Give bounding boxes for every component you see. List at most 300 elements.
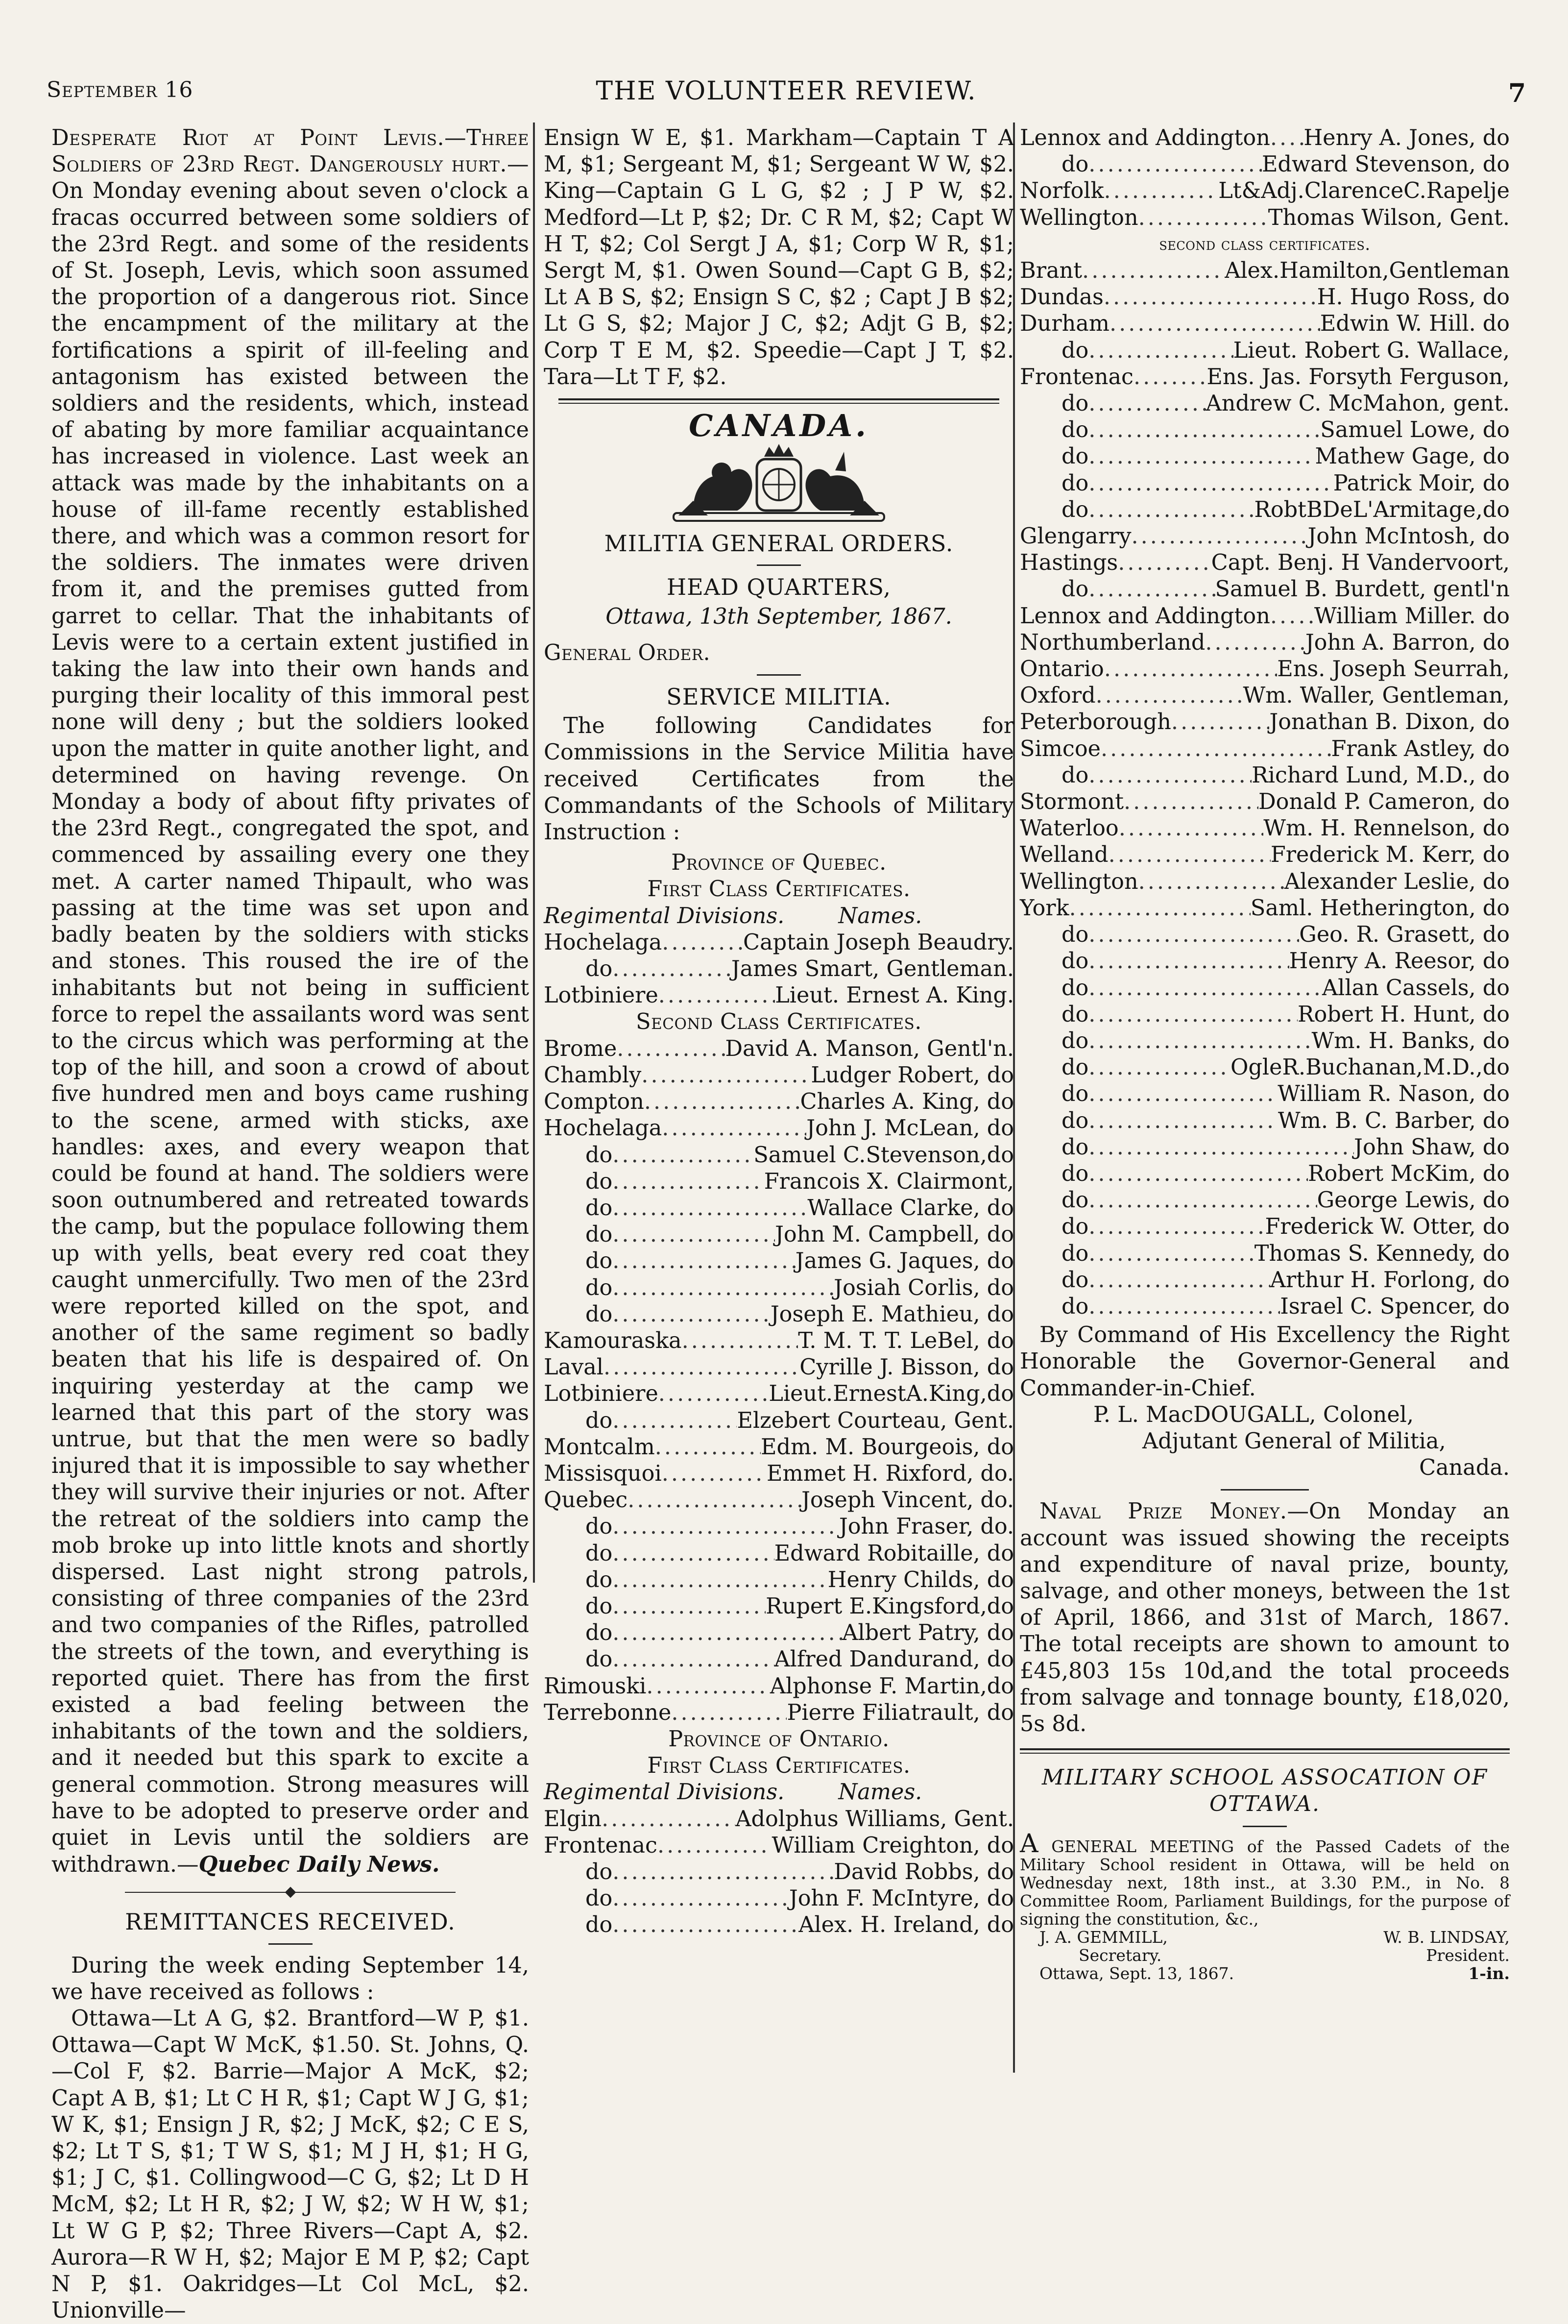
certificate-row — [1020, 1187, 1510, 1214]
division-name: Compton — [544, 1089, 644, 1115]
rank-suffix: do — [1482, 736, 1510, 761]
division-name: do — [1061, 1188, 1089, 1213]
dot-leader — [1088, 948, 1289, 975]
rank-suffix: do — [1482, 709, 1510, 735]
certificate-row — [1020, 630, 1510, 656]
candidate-name: Edwin W. Hill. — [1320, 311, 1476, 337]
quebec-first-list — [544, 930, 1014, 1009]
issue-date: September 16 — [47, 77, 193, 102]
certificate-row — [1020, 1161, 1510, 1187]
candidate-name: William Creighton, — [772, 1833, 980, 1858]
service-militia-title: SERVICE MILITIA. — [666, 684, 892, 710]
rank-suffix: do — [987, 1833, 1014, 1858]
dot-leader — [1101, 736, 1331, 762]
division-name: Glengarry — [1020, 524, 1132, 549]
rank-suffix: do — [1482, 417, 1510, 443]
secretary-name: J. A. GEMMILL, — [1039, 1927, 1168, 1947]
by-command: By Command of His Excellency the Right Honorable the Governor-General and Commander-in-Chief. — [1020, 1322, 1510, 1401]
candidate-name: John J. McLean, — [806, 1116, 980, 1141]
rank-suffix: do — [1482, 1267, 1510, 1293]
division-name: Missisquoi — [544, 1461, 662, 1486]
dot-leader — [1270, 125, 1303, 151]
dot-leader — [612, 1859, 834, 1885]
certificate-row — [1020, 1028, 1510, 1054]
dot-leader — [1088, 151, 1262, 178]
division-name: do — [585, 1647, 613, 1672]
certificate-row — [544, 1593, 1014, 1620]
rank-suffix: do — [987, 1116, 1014, 1141]
rank-suffix: do — [987, 1355, 1014, 1380]
riot-body: On Monday evening about seven o'clock a fracas occurred between some soldiers of the 23rd Regt. and some of the residents of St. Joseph, Levis, which soon assumed the proportion of a dangerous riot. Since the encampment of the military at the fortifications a spirit of ill-feeling and antagonism has existed between the soldiers and the residents, which, instead of abating by more familiar acquaintance has increased in violence. Last week an attack was made by the inhabitants on a house of ill-fame recently established there, and which was a common resort for the soldiers. The inmates were driven from it, and the premises gutted from garret to cellar. That the inhabitants of Levis were to a certain extent justified in taking the law into their own hands and purging their locality of this immoral pest none will deny ; but the soldiers looked upon the matter in quite another light, and determined on having revenge. On Monday a body of about fifty privates of the 23rd Regt., congregated the spot, and commenced by assailing every one they met. A carter named Thipault, who was passing at the time was set upon and badly beaten by the soldiers with sticks and stones. This roused the ire of the inhabitants but not being in sufficient force to repel the assailants word was sent to the circus which was performing at the top of the hill, and soon a crowd of about five hundred men and boys came rushing to the scene, armed with sticks, axe handles: axes, and every weapon that could be found at hand. The soldiers were soon outnumbered and retreated towards the camp, but the populace following them up with yells, beat every red coat they caught unmercifully. Two men of the 23rd were reported killed on the spot, and another of the same regiment so badly beaten that his life is despaired of. On inquiring yesterday at the camp we learned that this part of the story was untrue, but that the men were so badly injured that it is impossible to say whether they will survive their injuries or not. After the retreat of the soldiers into camp the mob broke up into little knots and shortly dispersed. Last night strong patrols, consisting of three companies of the 23rd and two companies of the Rifles, patrolled the streets of the town, and everything is reported quiet. There has from the first existed a bad feeling between the inhabitants of the town and the soldiers, and it needed but this spark to excite a general commotion. Strong measures will have to be adopted to preserve order and quiet in Levis until the soldiers are withdrawn.— — [51, 178, 529, 1878]
dot-leader — [1104, 284, 1317, 311]
dot-leader — [1088, 975, 1322, 1002]
certificate-row — [1020, 151, 1510, 178]
rank-suffix: do — [1482, 470, 1510, 496]
division-name: Stormont — [1020, 789, 1124, 815]
rank-suffix: do — [1482, 816, 1510, 841]
quebec-first-class: First Class Certificates. — [647, 877, 911, 902]
dot-leader — [612, 1408, 737, 1434]
certificate-row — [1020, 1214, 1510, 1240]
rank-suffix: do — [1482, 895, 1510, 921]
certificate-row — [1020, 523, 1510, 550]
division-name: Brome — [544, 1036, 617, 1061]
division-name: do — [1061, 1081, 1089, 1107]
dot-leader — [612, 1195, 807, 1222]
candidate-name: Allan Cassels, — [1322, 975, 1476, 1001]
dot-leader — [1088, 576, 1215, 603]
rank-suffix: Gent. — [954, 1806, 1014, 1832]
certificate-row — [1020, 815, 1510, 842]
certificate-row — [1020, 258, 1510, 284]
candidate-name: Lieut.ErnestA.King,do — [769, 1381, 1014, 1407]
names-heading: Names. — [838, 1780, 922, 1805]
division-name: Wellington — [1020, 205, 1138, 230]
dot-leader — [612, 1912, 798, 1938]
rank-suffix: do — [987, 1248, 1014, 1274]
rank-suffix: do — [1482, 603, 1510, 629]
division-name: do — [1061, 1214, 1089, 1240]
rank-suffix: do — [1482, 444, 1510, 469]
column-headings — [544, 903, 1014, 930]
division-name: Lotbiniere — [544, 1381, 658, 1407]
candidate-name: Robert H. Hunt, — [1298, 1002, 1476, 1027]
dot-leader — [1205, 630, 1305, 656]
page-number: 7 — [1508, 78, 1526, 108]
certificate-row — [1020, 1241, 1510, 1267]
candidate-name: Edward Stevenson, — [1261, 152, 1476, 177]
dot-leader — [1088, 391, 1206, 417]
candidate-name: Alfred Dandurand, — [774, 1647, 980, 1672]
certificate-row — [544, 1089, 1014, 1115]
candidate-name: George Lewis, — [1317, 1188, 1476, 1213]
candidate-name: Israel C. Spencer, — [1280, 1294, 1476, 1319]
certificate-row — [1020, 603, 1510, 630]
division-name: Quebec — [544, 1488, 628, 1513]
candidate-name: Thomas S. Kennedy, — [1254, 1241, 1476, 1266]
candidate-name: H. Hugo Ross, — [1317, 285, 1476, 310]
certificate-row — [1020, 576, 1510, 603]
school-dateline: Ottawa, Sept. 13, 1867. — [1039, 1963, 1234, 1983]
certificate-row — [1020, 1267, 1510, 1294]
certificate-row — [544, 1142, 1014, 1169]
division-name: do — [1061, 1134, 1089, 1160]
rank-suffix: do — [987, 1222, 1014, 1248]
dot-leader — [1088, 470, 1333, 497]
candidate-name: Mathew Gage, — [1315, 444, 1476, 469]
dot-leader — [612, 1646, 774, 1673]
certificate-row — [1020, 1294, 1510, 1320]
certificate-row — [1020, 1108, 1510, 1134]
candidate-name: Frederick W. Otter, — [1265, 1214, 1476, 1240]
candidate-name: Samuel C.Stevenson,do — [753, 1142, 1014, 1168]
certificate-row — [1020, 497, 1510, 523]
names-heading: Names. — [838, 903, 922, 929]
rank-suffix: do — [987, 1328, 1014, 1353]
division-name: Welland — [1020, 842, 1109, 868]
double-rule — [558, 398, 999, 404]
quebec-second-list — [544, 1036, 1014, 1726]
insertion-mark: 1-in. — [1468, 1963, 1510, 1983]
certificate-row — [1020, 709, 1510, 735]
division-name: do — [1061, 417, 1089, 443]
division-name: do — [585, 1301, 613, 1327]
candidate-name: John F. McIntyre, — [789, 1886, 980, 1911]
rank-suffix: Gent. — [1449, 205, 1510, 230]
dot-leader — [612, 1620, 842, 1646]
candidate-name: T. M. T. T. LeBel, — [798, 1328, 980, 1353]
division-name: do — [585, 1859, 613, 1884]
candidate-name: Henry A. Reesor, — [1289, 949, 1476, 974]
division-name: Chambly — [544, 1062, 642, 1088]
candidate-name: William Miller. — [1314, 603, 1476, 629]
dot-leader — [1124, 789, 1258, 815]
rank-suffix: do — [1482, 1108, 1510, 1133]
certificate-row — [1020, 311, 1510, 337]
column-rule-1 — [533, 122, 535, 1583]
dot-leader — [1171, 709, 1270, 735]
dot-leader — [1109, 842, 1271, 868]
rank-suffix: do — [1482, 311, 1510, 337]
certificate-row — [544, 1912, 1014, 1938]
candidate-name: James Smart, Gentleman. — [731, 956, 1014, 982]
division-name: Ontario — [1020, 657, 1104, 682]
rank-suffix: do — [1482, 869, 1510, 894]
candidate-name: Frederick M. Kerr, — [1270, 842, 1476, 868]
candidate-name: Wm. H. Banks, — [1311, 1028, 1476, 1053]
rank-suffix: do — [1482, 1214, 1510, 1240]
rank-suffix: do — [987, 1089, 1014, 1115]
school-notice — [1020, 1829, 1510, 1929]
certificate-row — [544, 1222, 1014, 1248]
candidate-name: Francois X. Clairmont, — [764, 1169, 1014, 1194]
dot-leader — [1096, 683, 1243, 709]
division-name: Brant — [1020, 258, 1083, 284]
rank-suffix: do — [987, 1620, 1014, 1646]
certificate-row — [1020, 975, 1510, 1002]
certificate-row — [1020, 656, 1510, 683]
school-title: MILITARY SCHOOL ASSOCATION OF OTTAWA. — [1041, 1765, 1488, 1817]
dot-leader — [671, 1700, 787, 1726]
certificate-row — [1020, 842, 1510, 868]
dot-leader — [612, 1142, 753, 1169]
division-name: do — [1061, 1002, 1089, 1027]
candidate-name: Henry A. Jones, — [1303, 125, 1476, 150]
rank-suffix: do. — [980, 1488, 1014, 1513]
division-name: Terrebonne — [544, 1700, 672, 1725]
certificate-row — [544, 1646, 1014, 1673]
candidate-name: Rupert E.Kingsford,do — [766, 1593, 1014, 1619]
secretary-role: Secretary. — [1079, 1945, 1162, 1965]
division-name: do — [1061, 762, 1089, 788]
certificate-row — [544, 956, 1014, 982]
certificate-row — [544, 1620, 1014, 1646]
candidate-name: Lt&Adj.ClarenceC.Rapelje — [1218, 178, 1510, 204]
certificate-row — [1020, 895, 1510, 922]
rank-suffix: do — [1482, 1161, 1510, 1186]
dot-leader — [603, 1354, 799, 1381]
dot-leader — [1138, 205, 1268, 231]
candidate-name: Arthur H. Forlong, — [1270, 1267, 1476, 1293]
division-name: Kamouraska — [544, 1328, 682, 1353]
dot-leader — [1088, 443, 1315, 470]
candidate-name: OgleR.Buchanan,M.D.,do — [1230, 1055, 1510, 1080]
certificate-row — [1020, 550, 1510, 576]
candidate-name: John Shaw, — [1353, 1134, 1476, 1160]
certificate-row — [1020, 125, 1510, 151]
division-name: do — [585, 1912, 613, 1938]
certificate-row — [544, 1248, 1014, 1274]
dot-leader — [1088, 1054, 1230, 1081]
certificate-row — [1020, 762, 1510, 789]
dot-leader — [1088, 1081, 1278, 1107]
small-rule — [1221, 1489, 1309, 1491]
dot-leader — [1131, 523, 1307, 550]
division-name: do — [1061, 1267, 1089, 1293]
certificate-row — [1020, 869, 1510, 895]
school-dateline-row — [1020, 1964, 1510, 1982]
certificate-row — [544, 1354, 1014, 1381]
headquarters: HEAD QUARTERS, — [667, 574, 891, 601]
division-name: do — [585, 1408, 613, 1433]
division-name: do — [585, 1620, 613, 1646]
rank-suffix: do — [987, 1275, 1014, 1300]
candidate-name: Henry Childs, — [827, 1567, 980, 1592]
dot-leader — [662, 930, 743, 956]
dot-leader — [1110, 311, 1320, 337]
candidate-name: Robert McKim, — [1307, 1161, 1476, 1186]
certificate-row — [1020, 364, 1510, 391]
general-order-label: General Order. — [544, 640, 711, 665]
candidate-name: Lieut. Ernest A. King. — [775, 983, 1014, 1008]
division-name: Lennox and Addington — [1020, 603, 1270, 629]
dot-leader — [1088, 1108, 1278, 1134]
division-name: do — [585, 1169, 613, 1194]
candidate-name: Cyrille J. Bisson, — [799, 1355, 980, 1380]
certificate-row — [544, 1381, 1014, 1407]
dot-leader — [612, 956, 731, 982]
certificate-row — [544, 930, 1014, 956]
dot-leader — [1134, 364, 1206, 391]
certificate-row — [544, 1169, 1014, 1195]
candidate-name: John McIntosh, — [1307, 524, 1476, 549]
division-name: do — [1061, 338, 1089, 363]
dot-leader — [657, 1833, 772, 1859]
candidate-name: Thomas Wilson, — [1268, 205, 1443, 230]
school-body: GENERAL MEETING of the Passed Cadets of the Military School resident in Ottawa, will be held on Wednesday next, 18th inst., at 3.30 P.M., in No. 8 Committee Room, Parliament Buildings, for the purpose of signing the constitution, &c., — [1020, 1836, 1510, 1929]
dot-leader — [612, 1301, 771, 1328]
certificate-row — [1020, 338, 1510, 364]
division-name: Peterborough — [1020, 709, 1171, 735]
dot-leader — [1088, 1267, 1270, 1294]
candidate-name: Patrick Moir, — [1333, 470, 1476, 496]
rank-suffix: do — [987, 1647, 1014, 1672]
certificate-row — [544, 982, 1014, 1009]
column-headings — [544, 1779, 1014, 1806]
rank-suffix: do — [1482, 1002, 1510, 1027]
division-name: do — [1061, 1161, 1089, 1186]
certificate-row — [1020, 789, 1510, 815]
certificate-row — [544, 1514, 1014, 1540]
dot-leader — [1088, 338, 1233, 364]
candidate-name: Charles A. King, — [800, 1089, 980, 1115]
candidate-name: Samuel Lowe, — [1320, 417, 1476, 443]
running-head — [47, 73, 1526, 113]
royal-coat-of-arms-icon — [664, 442, 894, 525]
dot-leader — [1082, 258, 1225, 284]
candidate-name: Samuel B. Burdett, — [1215, 577, 1426, 602]
certificate-row — [1020, 736, 1510, 762]
division-name: do — [585, 956, 613, 982]
certificate-row — [544, 1833, 1014, 1859]
remittances-list: Ottawa—Lt A G, $2. Brantford—W P, $1. Ottawa—Capt W McK, $1.50. St. Johns, Q.—Col F, $2. Barrie—Major A McK, $2; Capt A B, $1; Lt C H R, $1; Capt W J G, $1; W K, $1; Ensign J R, $2; J McK, $2; C E S, $2; Lt T S, $1; T W S, $1; M J H, $1; H G, $1; J C, $1. Collingwood—C G, $2; Lt D H McM, $2; Lt H R, $2; J W, $2; W H W, $1; Lt W G P, $2; Three Rivers—Capt A, $2. Aurora—R W H, $2; Major E M P, $2; Capt N P, $1. Oakridges—Lt Col McL, $2. Unionville— — [51, 2006, 529, 2324]
divisions-heading: Regimental Divisions. — [544, 903, 785, 929]
rank-suffix: do — [1482, 1241, 1510, 1266]
division-name: do — [1061, 1241, 1089, 1266]
small-rule — [268, 1943, 313, 1945]
rank-suffix: do — [1482, 1188, 1510, 1213]
division-name: Hochelaga — [544, 930, 662, 955]
remittances-continued: Ensign W E, $1. Markham—Captain T A M, $1; Sergeant M, $1; Sergeant W W, $2. King—Captain G L G, $2 ; J P W, $2. Medford—Lt P, $2; Dr. C R M, $2; Capt W H T, $2; Col Sergt J A, $1; Corp W R, $1; Sergt M, $1. Owen Sound—Capt G B, $2; Lt A B S, $2; Ensign S C, $2 ; Capt J B $2; Lt G S, $2; Major J C, $2; Adjt G B, $2; Corp T E M, $2. Speedie—Capt J T, $2. Tara—Lt T F, $2. — [544, 125, 1014, 390]
divisions-heading: Regimental Divisions. — [544, 1780, 785, 1805]
division-name: Northumberland — [1020, 630, 1206, 655]
division-name: do — [585, 1593, 613, 1619]
dot-leader — [612, 1541, 774, 1567]
school-roles — [1020, 1946, 1510, 1964]
remittances-title: REMITTANCES RECEIVED. — [125, 1908, 456, 1935]
dot-leader — [602, 1806, 735, 1833]
candidate-name: Pierre Filiatrault, — [787, 1700, 980, 1725]
certificate-row — [1020, 205, 1510, 231]
division-name: do — [585, 1567, 613, 1592]
naval-prize-article — [1020, 1498, 1510, 1737]
division-name: Elgin — [544, 1806, 602, 1832]
rank-suffix: Gent. — [954, 1408, 1014, 1433]
division-name: Waterloo — [1020, 816, 1119, 841]
naval-body: —On Monday an account was issued showing the receipts and expenditure of naval prize, bounty, salvage, and other moneys, between the 1st of April, 1866, and 31st of March, 1867. The total receipts are shown to amount to £45,803 15s 10d,and the total proceeds from salvage and tonnage bounty, £18,020, 5s 8d. — [1020, 1499, 1510, 1737]
certificate-row — [544, 1408, 1014, 1434]
candidate-name: Capt. Benj. H Vandervoort, — [1211, 550, 1510, 576]
president-role: President. — [1426, 1945, 1510, 1965]
candidate-name: RobtBDeL'Armitage,do — [1254, 497, 1510, 522]
province-quebec: Province of Quebec. — [671, 850, 887, 876]
rank-suffix: do — [1482, 1028, 1510, 1053]
certificate-row — [544, 1036, 1014, 1062]
candidate-name: Ens. Joseph Seurrah, — [1277, 657, 1510, 682]
candidate-name: Richard Lund, M.D., — [1252, 762, 1476, 788]
candidate-name: Edward Robitaille, — [774, 1541, 980, 1566]
division-name: Lotbiniere — [544, 983, 658, 1008]
candidate-name: Emmet H. Rixford, — [767, 1461, 974, 1486]
certificate-row — [1020, 1002, 1510, 1028]
certificate-row — [1020, 922, 1510, 948]
dot-leader — [612, 1514, 839, 1540]
division-name: do — [585, 1195, 613, 1221]
rank-suffix: Gentleman, — [1382, 683, 1510, 709]
rank-suffix: do — [987, 1886, 1014, 1911]
division-name: do — [1061, 152, 1089, 177]
dot-leader — [662, 1115, 806, 1142]
dot-leader — [655, 1434, 761, 1461]
signatory: P. L. MacDOUGALL, Colonel, — [1093, 1402, 1414, 1427]
dot-leader — [612, 1275, 834, 1301]
division-name: Frontenac — [1020, 364, 1134, 390]
dot-leader — [612, 1567, 827, 1593]
ontario-second-list — [1020, 258, 1510, 1320]
rank-suffix: do — [1482, 630, 1510, 655]
dot-leader — [612, 1593, 766, 1620]
naval-title: Naval Prize Money. — [1039, 1499, 1287, 1524]
candidate-name: Alexander Leslie, — [1284, 869, 1476, 894]
small-rule — [757, 564, 801, 566]
column-1 — [51, 125, 529, 2324]
riot-article — [51, 125, 529, 1878]
division-name: do — [585, 1248, 613, 1274]
remittances-intro: During the week ending September 14, we have received as follows : — [51, 1953, 529, 2005]
division-name: do — [585, 1541, 613, 1566]
rank-suffix: do — [1482, 842, 1510, 868]
candidate-name: Alex. H. Ireland, — [798, 1912, 980, 1938]
candidate-name: Wallace Clarke, — [807, 1195, 980, 1221]
division-name: do — [1061, 975, 1089, 1001]
rank-suffix: do — [987, 1859, 1014, 1884]
division-name: do — [1061, 1294, 1089, 1319]
division-name: do — [1061, 1055, 1089, 1080]
division-name: do — [1061, 577, 1089, 602]
candidate-name: John Fraser, — [839, 1514, 974, 1540]
president-name: W. B. LINDSAY, — [1383, 1927, 1510, 1947]
dot-leader — [1088, 1241, 1254, 1267]
dot-leader — [1270, 603, 1314, 630]
rank-suffix: do — [1482, 922, 1510, 948]
candidate-name: Joseph Vincent, — [801, 1488, 974, 1513]
certificate-row — [544, 1541, 1014, 1567]
certificate-row — [544, 1275, 1014, 1301]
dot-leader — [1088, 762, 1252, 789]
division-name: do — [1061, 1028, 1089, 1053]
candidate-name: Donald P. Cameron, — [1258, 789, 1476, 815]
certificate-row — [1020, 1054, 1510, 1081]
dot-leader — [1088, 1002, 1298, 1028]
signatory-title: Adjutant General of Militia, — [1142, 1428, 1446, 1454]
dot-leader — [1088, 1161, 1308, 1187]
certificate-row — [544, 1700, 1014, 1726]
division-name: Oxford — [1020, 683, 1096, 709]
orders-title: MILITIA GENERAL ORDERS. — [604, 530, 954, 557]
school-signatures — [1020, 1928, 1510, 1946]
certificate-row — [544, 1195, 1014, 1222]
certificate-row — [1020, 1134, 1510, 1161]
